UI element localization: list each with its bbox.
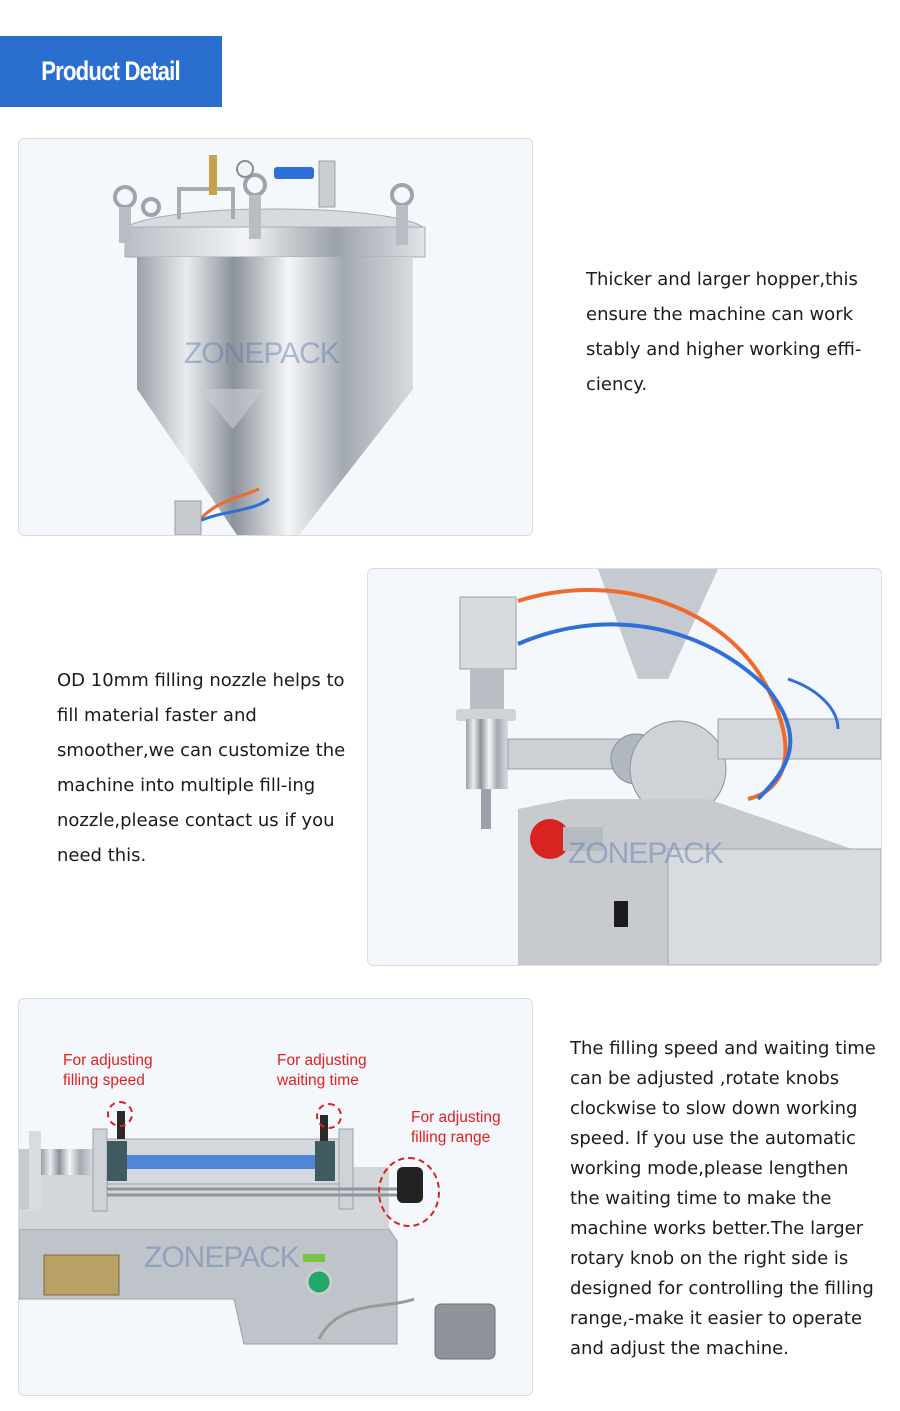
watermark: ZONEPACK bbox=[184, 337, 339, 370]
nozzle-illustration bbox=[368, 569, 881, 965]
callout-filling-range: For adjusting filling range bbox=[411, 1109, 501, 1146]
callout-waiting-time: For adjusting waiting time bbox=[277, 1052, 367, 1089]
section-title-banner bbox=[0, 36, 222, 107]
hopper-image-panel bbox=[18, 138, 533, 536]
callout-filling-speed: For adjusting filling speed bbox=[63, 1052, 153, 1089]
hopper-description: Thicker and larger hopper,this ensure the machine can work stably and higher working effi-ciency. bbox=[586, 269, 862, 395]
filling-speed-knob-highlight bbox=[107, 1101, 133, 1127]
watermark: ZONEPACK bbox=[568, 837, 723, 870]
nozzle-image-panel bbox=[367, 568, 882, 966]
adjustment-description: The filling speed and waiting time can be adjusted ,rotate knobs clockwise to slow down working speed. If you use the automatic working mode,please lengthen the waiting time to make the machine works better.The larger rotary knob on the right side is designed for controlling the filling range,-make it easier to operate and adjust the machine. bbox=[570, 1038, 876, 1359]
waiting-time-knob-highlight bbox=[316, 1103, 342, 1129]
section-title: Product Detail bbox=[41, 56, 181, 86]
filling-range-knob-highlight bbox=[378, 1157, 440, 1227]
adjustment-image-panel bbox=[18, 998, 533, 1396]
nozzle-description: OD 10mm filling nozzle helps to fill material faster and smoother,we can customize the machine into multiple fill-ing nozzle,please contact us if you need this. bbox=[57, 670, 346, 866]
watermark: ZONEPACK bbox=[144, 1241, 299, 1274]
